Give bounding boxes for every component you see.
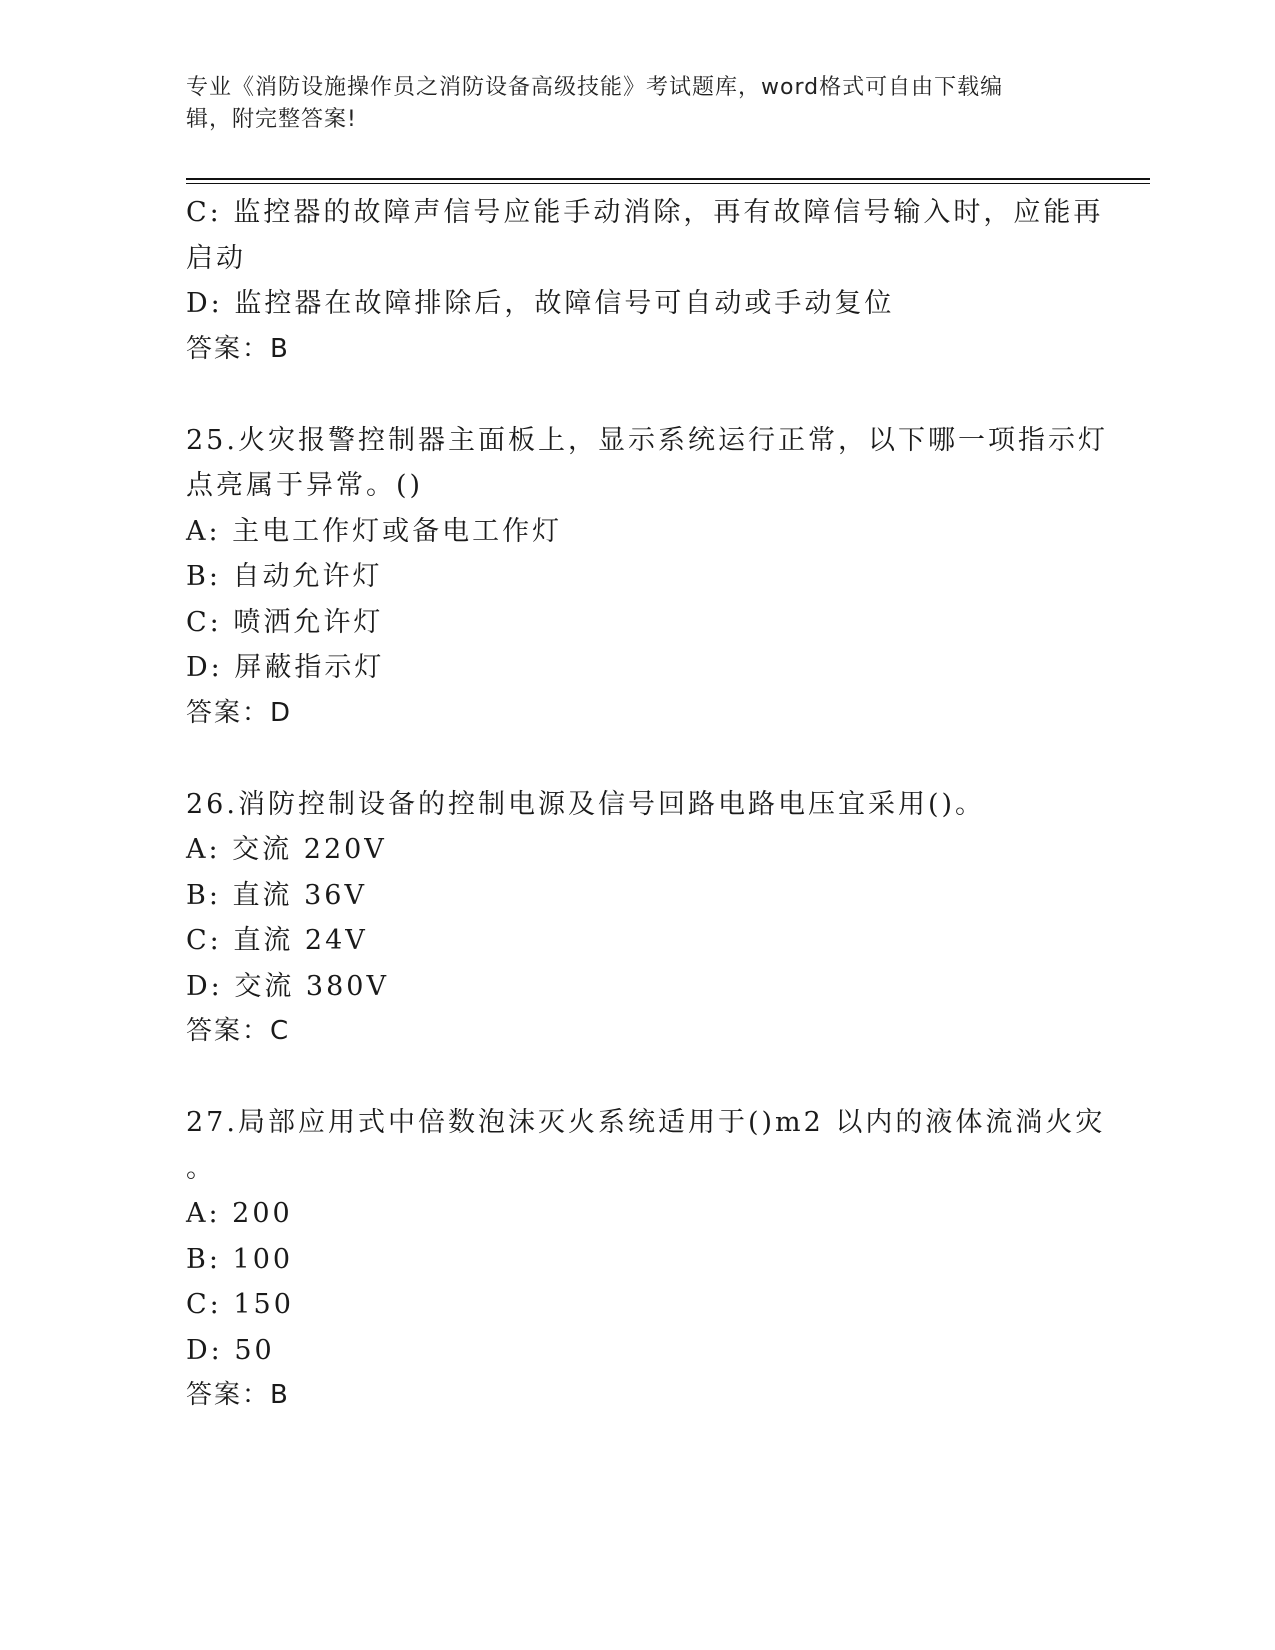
question-block-26 bbox=[186, 782, 1086, 1055]
option-b: B: 100 bbox=[186, 1243, 294, 1275]
header-line-2: 辑，附完整答案! bbox=[186, 107, 357, 132]
option-d: D: 50 bbox=[186, 1334, 275, 1366]
option-b: B: 自动允许灯 bbox=[186, 561, 383, 592]
question-stem: 25.火灾报警控制器主面板上，显示系统运行正常，以下哪一项指示灯 bbox=[186, 424, 1108, 456]
question-stem: 26.消防控制设备的控制电源及信号回路电路电压宜采用()。 bbox=[186, 788, 986, 820]
question-stem-continued: 点亮属于异常。() bbox=[186, 470, 424, 501]
option-c-continued: 启动 bbox=[186, 242, 246, 274]
answer-line: 答案：B bbox=[186, 333, 290, 364]
option-c: C: 喷洒允许灯 bbox=[186, 606, 384, 638]
question-stem: 27.局部应用式中倍数泡沫灭火系统适用于()m2 以内的液体流淌火灾 bbox=[186, 1107, 1106, 1138]
question-block-prev bbox=[186, 190, 1104, 372]
header-divider-thin bbox=[186, 183, 1150, 184]
spacer bbox=[186, 736, 1086, 782]
question-block-27 bbox=[186, 1100, 1106, 1419]
question-list bbox=[186, 190, 1108, 1419]
option-a: A: 主电工作灯或备电工作灯 bbox=[186, 515, 563, 547]
option-c: C: 直流 24V bbox=[186, 925, 368, 956]
answer-line: 答案：C bbox=[186, 1016, 291, 1046]
document-header bbox=[186, 72, 1066, 136]
option-d: D: 交流 380V bbox=[186, 970, 389, 1002]
question-block-25 bbox=[186, 418, 1108, 737]
answer-line: 答案：B bbox=[186, 1380, 290, 1410]
option-d: D: 监控器在故障排除后，故障信号可自动或手动复位 bbox=[186, 288, 895, 319]
option-c: C: 150 bbox=[186, 1289, 294, 1320]
spacer bbox=[186, 372, 1086, 418]
option-d: D: 屏蔽指示灯 bbox=[186, 652, 385, 683]
spacer bbox=[186, 1055, 1086, 1101]
header-line-1: 专业《消防设施操作员之消防设备高级技能》考试题库，word格式可自由下载编 bbox=[186, 75, 1004, 100]
header-divider-thick bbox=[186, 178, 1150, 180]
option-a: A: 200 bbox=[186, 1198, 293, 1229]
option-a: A: 交流 220V bbox=[186, 834, 387, 865]
option-c: C: 监控器的故障声信号应能手动消除，再有故障信号输入时，应能再 bbox=[186, 197, 1104, 228]
answer-line: 答案：D bbox=[186, 697, 293, 728]
question-stem-continued: 。 bbox=[186, 1152, 216, 1184]
option-b: B: 直流 36V bbox=[186, 879, 367, 911]
